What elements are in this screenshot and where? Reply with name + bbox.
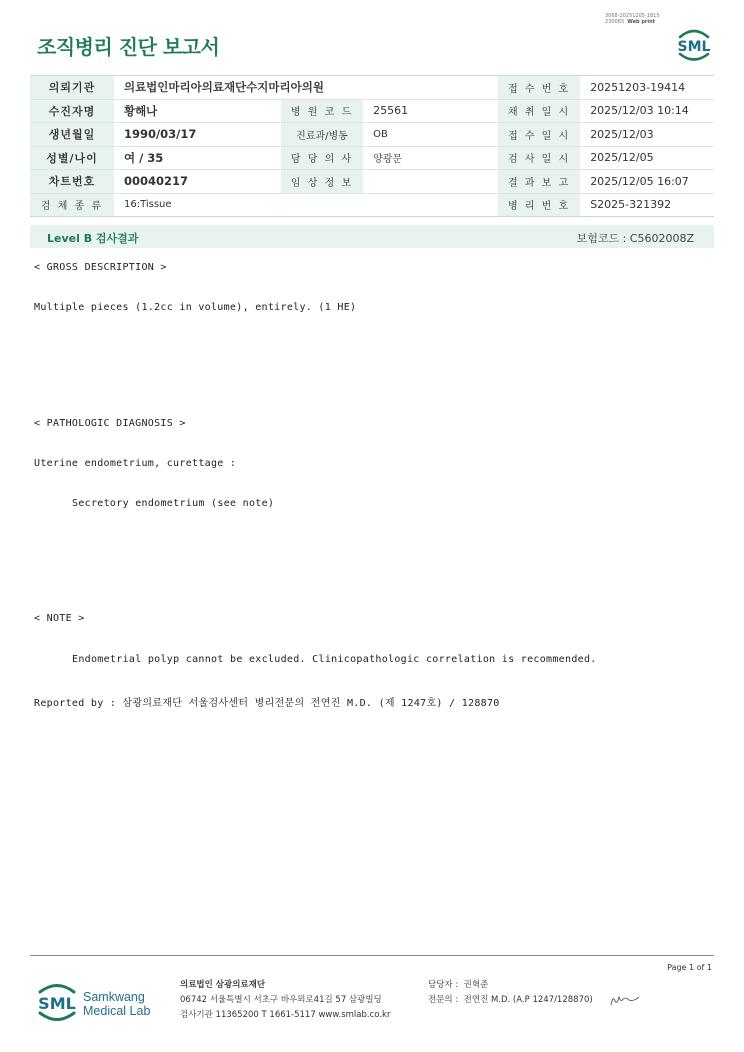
note-header: < NOTE >: [34, 613, 85, 624]
value-clinical-info: [363, 170, 498, 194]
label-hospital-code: 병 원 코 드: [281, 99, 363, 123]
footer-contact: 검사기관 11365200 T 1661-5117 www.smlab.co.kr: [180, 1010, 391, 1020]
info-row: [30, 123, 714, 147]
info-row: [30, 146, 714, 170]
info-row: [30, 99, 714, 123]
value-birth-date: 1990/03/17: [114, 123, 281, 147]
label-test-datetime: 검 사 일 시: [498, 146, 580, 170]
footer-logo-text: SML: [38, 994, 76, 1013]
label-sex-age: 성별/나이: [30, 146, 114, 170]
label-clinical-info: 임 상 정 보: [281, 170, 363, 194]
manager-label: 담당자 :: [428, 980, 459, 990]
result-level: Level B 검사결과: [47, 232, 139, 245]
footer-address-block: [180, 978, 390, 1023]
label-birth-date: 생년월일: [30, 123, 114, 147]
value-collection-datetime: 2025/12/03 10:14: [580, 99, 714, 123]
company-name-line1: Samkwang: [83, 990, 145, 1004]
value-attending-doctor: 양광문: [363, 146, 498, 170]
label-receipt-datetime: 접 수 일 시: [498, 123, 580, 147]
company-name-line2: Medical Lab: [83, 1004, 151, 1018]
value-test-datetime: 2025/12/05: [580, 146, 714, 170]
value-sex-age: 여 / 35: [114, 146, 281, 170]
gross-header: < GROSS DESCRIPTION >: [34, 262, 167, 273]
web-print-label: Web print: [627, 19, 656, 25]
specialist-name: 전연진 M.D. (A.P 1247/128870): [463, 995, 593, 1005]
signature-icon: [609, 993, 641, 1007]
manager-name: 권혁준: [463, 980, 489, 990]
label-collection-datetime: 채 취 일 시: [498, 99, 580, 123]
diagnosis-site: Uterine endometrium, curettage :: [34, 458, 237, 469]
value-result-report: 2025/12/05 16:07: [580, 170, 714, 194]
label-requesting-institution: 의뢰기관: [30, 76, 114, 100]
label-result-report: 결 과 보 고: [498, 170, 580, 194]
footer-org: 의료법인 삼광의료재단: [180, 980, 266, 990]
label-patient-name: 수진자명: [30, 99, 114, 123]
value-department: OB: [363, 123, 498, 147]
value-pathology-number: S2025-321392: [580, 193, 714, 217]
value-accession-number: 20251203-19414: [580, 76, 714, 100]
patient-info-table: [30, 75, 714, 217]
footer-divider: [30, 955, 714, 956]
page-title: 조직병리 진단 보고서: [37, 35, 220, 59]
specialist-label: 전문의 :: [428, 995, 459, 1005]
gross-text: Multiple pieces (1.2cc in volume), entirely. (1 HE): [34, 302, 357, 313]
value-hospital-code: 25561: [363, 99, 498, 123]
reported-by: Reported by : 삼광의료재단 서울검사센터 병리전문의 전연진 M.D. (제 1247호) / 128870: [34, 698, 500, 709]
samkwang-logo-icon: [37, 980, 157, 1026]
sml-logo-text: SML: [677, 39, 711, 55]
label-chart-number: 차트번호: [30, 170, 114, 194]
note-text: Endometrial polyp cannot be excluded. Clinicopathologic correlation is recommended.: [72, 654, 597, 665]
info-row: [30, 76, 714, 100]
print-meta: [605, 13, 660, 25]
diagnosis-text: Secretory endometrium (see note): [72, 498, 275, 509]
insurance-code: 보험코드 : C5602008Z: [576, 232, 694, 245]
label-specimen-type: 검 체 종 류: [30, 193, 114, 217]
footer-address: 06742 서울특별시 서초구 바우뫼로41길 57 삼광빌딩: [180, 995, 382, 1005]
label-attending-doctor: 담 당 의 사: [281, 146, 363, 170]
info-row: [30, 170, 714, 194]
sml-logo-icon: [674, 27, 714, 63]
value-specimen-type: 16:Tissue: [114, 193, 498, 217]
value-chart-number: 00040217: [114, 170, 281, 194]
label-pathology-number: 병 리 번 호: [498, 193, 580, 217]
value-requesting-institution: 의료법인마리아의료재단수지마리아의원: [114, 76, 498, 100]
value-patient-name: 황해나: [114, 99, 281, 123]
info-row: [30, 193, 714, 217]
value-receipt-datetime: 2025/12/03: [580, 123, 714, 147]
page-number: Page 1 of 1: [667, 963, 712, 972]
print-code: 3068-20251205-1815: [605, 13, 660, 19]
label-accession-number: 접 수 번 호: [498, 76, 580, 100]
result-section-bar: [30, 225, 714, 248]
print-id: 230083: [605, 19, 625, 25]
label-department: 진료과/병동: [281, 123, 363, 147]
footer-staff-block: [428, 978, 593, 1008]
diagnosis-header: < PATHOLOGIC DIAGNOSIS >: [34, 418, 186, 429]
